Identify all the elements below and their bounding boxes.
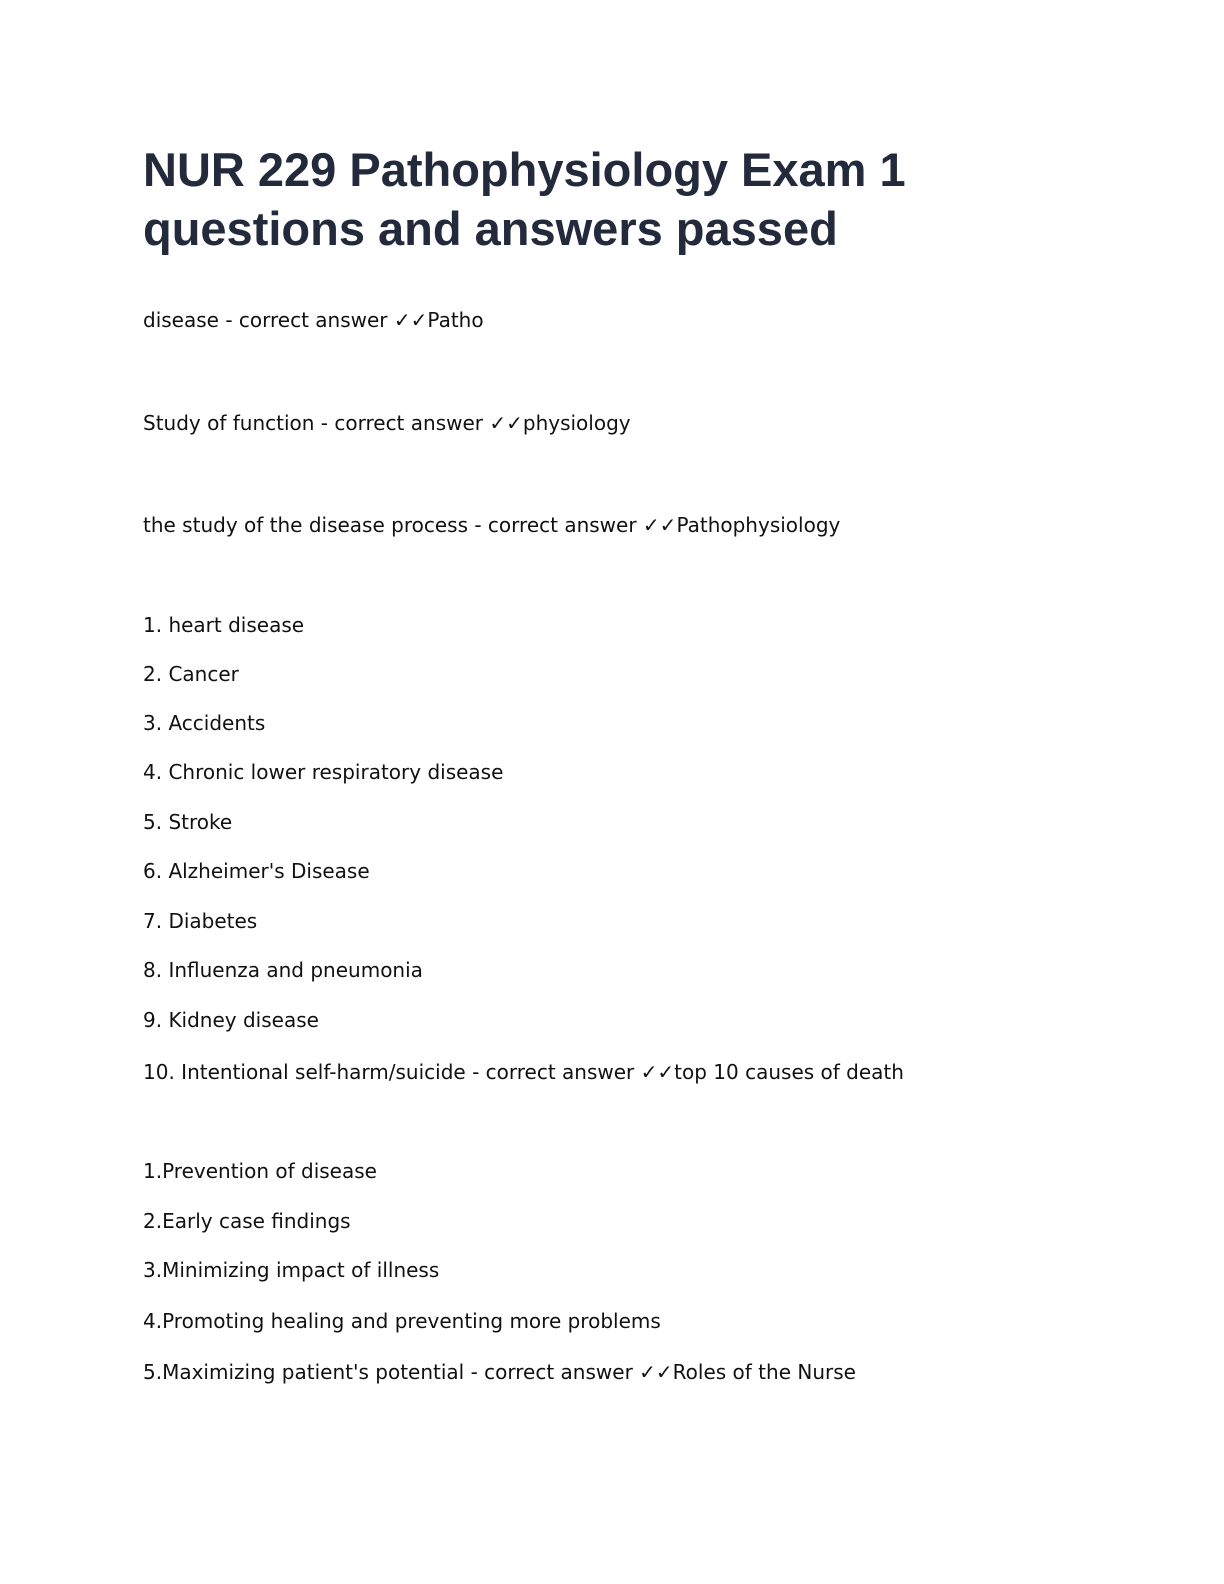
causes-list-item-last (143, 1060, 904, 1084)
document-title (143, 140, 1103, 258)
causes-list-item: 1. heart disease (143, 613, 305, 637)
causes-list-item: 6. Alzheimer's Disease (143, 859, 370, 883)
qa-answer: Pathophysiology (676, 513, 841, 537)
causes-list-item: 8. Influenza and pneumonia (143, 958, 423, 982)
qa-prompt: disease (143, 308, 219, 332)
causes-list-item-text: 10. Intentional self-harm/suicide (143, 1060, 466, 1084)
title-line-2: questions and answers passed (143, 202, 838, 255)
title-line-1: NUR 229 Pathophysiology Exam 1 (143, 143, 906, 196)
causes-answer: top 10 causes of death (674, 1060, 904, 1084)
roles-list-item: 2.Early case findings (143, 1209, 351, 1233)
qa-item-disease (143, 308, 484, 332)
roles-list-item-text: 5.Maximizing patient's potential (143, 1360, 465, 1384)
roles-answer: Roles of the Nurse (672, 1360, 856, 1384)
roles-list-item: 1.Prevention of disease (143, 1159, 377, 1183)
qa-answer: Patho (427, 308, 484, 332)
roles-list-item-last (143, 1360, 856, 1384)
answer-marker: - correct answer ✓✓ (474, 513, 677, 537)
roles-list-item: 4.Promoting healing and preventing more problems (143, 1309, 661, 1333)
answer-marker: - correct answer ✓✓ (472, 1060, 675, 1084)
causes-list-item: 2. Cancer (143, 662, 239, 686)
qa-item-study-of-function (143, 411, 631, 435)
answer-marker: - correct answer ✓✓ (225, 308, 428, 332)
causes-list-item: 7. Diabetes (143, 909, 258, 933)
answer-marker: - correct answer ✓✓ (470, 1360, 673, 1384)
qa-answer: physiology (522, 411, 631, 435)
causes-list-item: 5. Stroke (143, 810, 233, 834)
roles-list-item: 3.Minimizing impact of illness (143, 1258, 440, 1282)
answer-marker: - correct answer ✓✓ (320, 411, 523, 435)
qa-prompt: Study of function (143, 411, 315, 435)
causes-list-item: 3. Accidents (143, 711, 266, 735)
qa-prompt: the study of the disease process (143, 513, 468, 537)
causes-list-item: 9. Kidney disease (143, 1008, 319, 1032)
qa-item-disease-process (143, 513, 840, 537)
causes-list-item: 4. Chronic lower respiratory disease (143, 760, 504, 784)
